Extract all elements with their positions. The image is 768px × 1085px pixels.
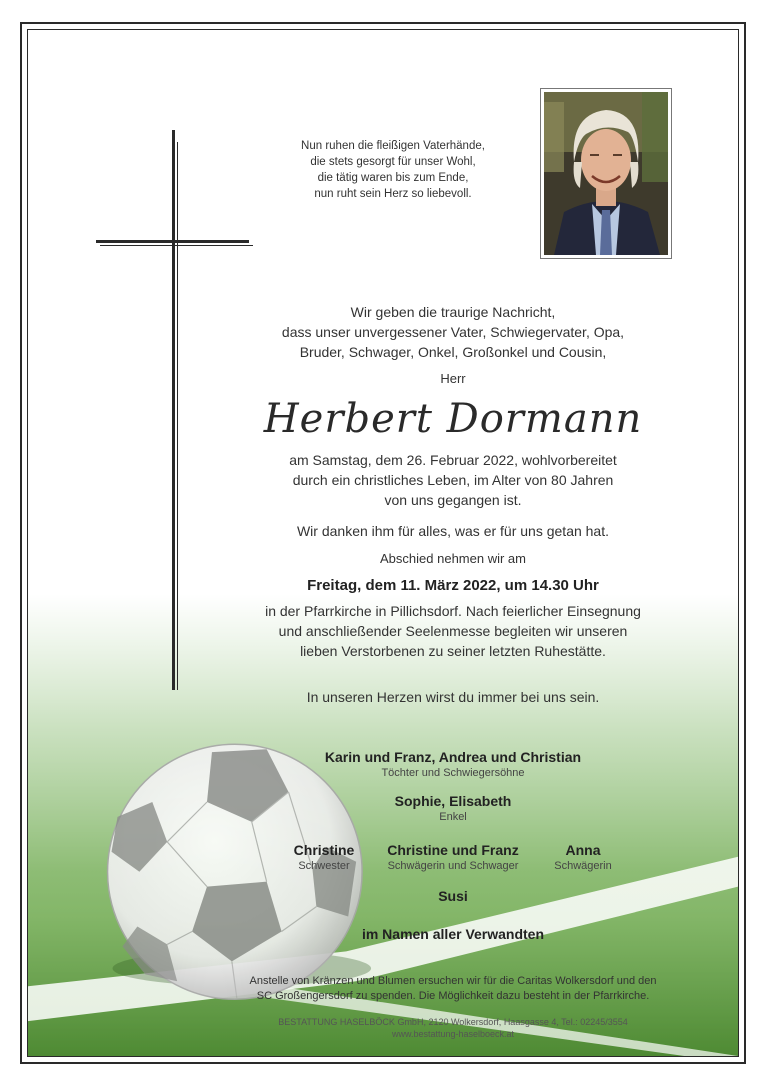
children-names: Karin und Franz, Andrea und Christian — [324, 749, 582, 765]
mourner-sister — [274, 841, 374, 873]
inlaws-names: Christine und Franz — [387, 842, 519, 858]
intro-line: Wir geben die traurige Nachricht, — [350, 304, 556, 320]
motto: In unseren Herzen wirst du immer bei uns sein. — [306, 689, 600, 705]
inner-frame — [27, 29, 739, 1057]
deceased-name: Herbert Dormann — [263, 396, 643, 442]
donation-line: SC Großengersdorf zu spenden. Die Möglichkeit dazu besteht in der Pfarrkirche. — [256, 990, 650, 1002]
anna-role: Schwägerin — [554, 860, 612, 872]
ceremony-line: lieben Verstorbenen zu seiner letzten Ruhestätte. — [300, 643, 606, 659]
portrait-photo — [544, 92, 668, 255]
poem-line: die stets gesorgt für unser Wohl, — [310, 156, 476, 168]
intro-line: Bruder, Schwager, Onkel, Großonkel und Cousin, — [299, 344, 607, 360]
mourners — [228, 748, 678, 824]
ceremony-line: in der Pfarrkirche in Pillichsdorf. Nach feierlicher Einsegnung — [265, 603, 641, 619]
farewell-intro: Abschied nehmen wir am — [380, 551, 526, 566]
sister-role: Schwester — [298, 860, 350, 872]
salutation: Herr — [440, 371, 466, 386]
anna-name: Anna — [565, 842, 601, 858]
grandchildren-names: Sophie, Elisabeth — [394, 793, 512, 809]
announcement — [228, 302, 678, 707]
grandchildren-role: Enkel — [439, 811, 467, 823]
poem — [258, 138, 528, 202]
portrait-photo-frame — [540, 88, 672, 259]
death-line: durch ein christliches Leben, im Alter von 80 Jahren — [292, 472, 614, 488]
inlaws-role: Schwägerin und Schwager — [387, 860, 519, 872]
ceremony-line: und anschließender Seelenmesse begleiten wir unseren — [278, 623, 628, 639]
mourner-anna — [543, 841, 623, 873]
footer — [178, 974, 728, 1040]
undertaker-info: BESTATTUNG HASELBÖCK GmbH, 2120 Wolkersdorf, Haasgasse 4, Tel.: 02245/3554 — [278, 1017, 628, 1027]
funeral-date-time: Freitag, dem 11. März 2022, um 14.30 Uhr — [307, 577, 599, 594]
thanks-line: Wir danken ihm für alles, was er für uns getan hat. — [296, 523, 610, 539]
intro-line: dass unser unvergessener Vater, Schwiegervater, Opa, — [281, 324, 625, 340]
undertaker-website[interactable]: www.bestattung-haselboeck.at — [391, 1029, 515, 1039]
poem-line: Nun ruhen die fleißigen Vaterhände, — [301, 140, 485, 152]
sister-name: Christine — [293, 842, 355, 858]
mourners-continued — [228, 887, 678, 943]
outer-frame — [20, 22, 746, 1064]
mourner-inlaws — [373, 841, 533, 873]
relatives-line: im Namen aller Verwandten — [361, 926, 545, 942]
donation-line: Anstelle von Kränzen und Blumen ersuchen wir für die Caritas Wolkersdorf und den — [249, 975, 657, 987]
death-line: am Samstag, dem 26. Februar 2022, wohlvorbereitet — [289, 452, 617, 468]
poem-line: die tätig waren bis zum Ende, — [317, 172, 469, 184]
death-line: von uns gegangen ist. — [384, 492, 522, 508]
poem-line: nun ruht sein Herz so liebevoll. — [314, 188, 472, 200]
susi-name: Susi — [438, 888, 468, 904]
children-role: Töchter und Schwiegersöhne — [381, 767, 525, 779]
